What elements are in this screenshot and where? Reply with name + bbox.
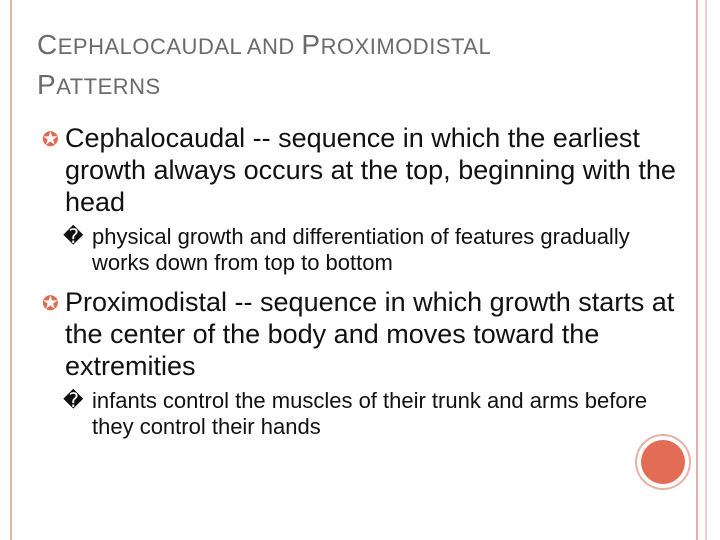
sub-bullet-text: physical growth and differentiation of features gradually works down from top to bottom (92, 224, 630, 275)
title-initial: C (37, 29, 58, 60)
frame-right-line-outer (705, 0, 707, 540)
bullet-star-icon: ✪ (42, 293, 59, 315)
sub-bullet-box-icon: � (63, 226, 84, 248)
title-initial: P (37, 69, 57, 100)
title-line-2 (37, 66, 657, 106)
title-text: EPHALOCAUDAL AND (57, 34, 302, 59)
bullet-text: Proximodistal -- sequence in which growth starts at the center of the body and moves toward the extremities (65, 287, 675, 381)
bullet-proximodistal (40, 286, 680, 382)
bullet-star-icon: ✪ (42, 129, 59, 151)
sub-bullet-box-icon: � (63, 390, 84, 412)
sub-bullet-cephalocaudal (40, 224, 680, 276)
bullet-text: Cephalocaudal -- sequence in which the earliest growth always occurs at the top, beginning with the head (65, 123, 676, 217)
title-initial: P (301, 29, 321, 60)
frame-right-line (696, 0, 698, 540)
bullet-list (40, 122, 680, 440)
bullet-cephalocaudal (40, 122, 680, 218)
title-text: ATTERNS (56, 74, 161, 99)
sub-bullet-text: infants control the muscles of their trunk and arms before they control their hands (92, 388, 648, 439)
slide-title (37, 26, 657, 106)
frame-left-line (10, 0, 12, 540)
title-text: ROXIMODISTAL (320, 34, 492, 59)
sub-bullet-proximodistal (40, 388, 680, 440)
accent-circle-decoration (641, 440, 685, 484)
title-line-1 (37, 26, 657, 66)
